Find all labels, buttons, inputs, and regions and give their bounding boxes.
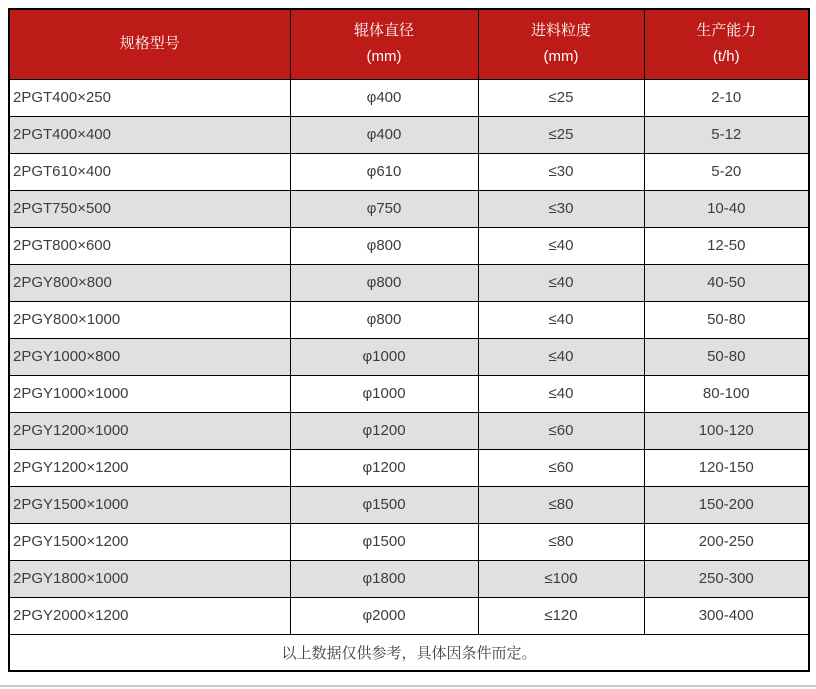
feed-size-cell: ≤30	[478, 190, 644, 227]
model-cell: 2PGT800×600	[9, 227, 290, 264]
feed-size-cell: ≤100	[478, 560, 644, 597]
capacity-cell: 5-12	[644, 116, 809, 153]
diameter-cell: φ750	[290, 190, 478, 227]
column-header-line: 生产能力	[696, 22, 757, 40]
diameter-cell: φ2000	[290, 597, 478, 634]
capacity-cell: 50-80	[644, 338, 809, 375]
model-cell: 2PGY800×800	[9, 264, 290, 301]
capacity-cell: 200-250	[644, 523, 809, 560]
capacity-cell: 250-300	[644, 560, 809, 597]
feed-size-cell: ≤80	[478, 486, 644, 523]
diameter-cell: φ400	[290, 116, 478, 153]
diameter-cell: φ800	[290, 264, 478, 301]
diameter-cell: φ1200	[290, 412, 478, 449]
model-cell: 2PGY1000×800	[9, 338, 290, 375]
feed-size-cell: ≤120	[478, 597, 644, 634]
bottom-shadow-strip	[0, 685, 816, 687]
column-header-line: 进料粒度	[530, 22, 591, 40]
feed-size-cell: ≤60	[478, 449, 644, 486]
diameter-cell: φ1500	[290, 486, 478, 523]
capacity-cell: 120-150	[644, 449, 809, 486]
table-body	[9, 79, 809, 634]
model-cell: 2PGT750×500	[9, 190, 290, 227]
table-row	[9, 227, 809, 264]
footer-note: 以上数据仅供参考，具体因条件而定。	[9, 634, 809, 671]
model-cell: 2PGY1200×1200	[9, 449, 290, 486]
diameter-cell: φ1000	[290, 375, 478, 412]
diameter-cell: φ1500	[290, 523, 478, 560]
capacity-cell: 50-80	[644, 301, 809, 338]
column-header-line: 规格型号	[119, 35, 180, 53]
table-row	[9, 79, 809, 116]
table-row	[9, 301, 809, 338]
table-row	[9, 190, 809, 227]
capacity-cell: 300-400	[644, 597, 809, 634]
feed-size-cell: ≤30	[478, 153, 644, 190]
column-header-diameter	[290, 9, 478, 79]
column-header-line: (mm)	[366, 48, 402, 66]
table-footer-row	[9, 634, 809, 671]
column-header-feed	[478, 9, 644, 79]
feed-size-cell: ≤40	[478, 227, 644, 264]
model-cell: 2PGY1500×1200	[9, 523, 290, 560]
model-cell: 2PGY1500×1000	[9, 486, 290, 523]
feed-size-cell: ≤60	[478, 412, 644, 449]
feed-size-cell: ≤40	[478, 375, 644, 412]
model-cell: 2PGT400×250	[9, 79, 290, 116]
feed-size-cell: ≤80	[478, 523, 644, 560]
spec-table	[8, 8, 810, 672]
table-row	[9, 560, 809, 597]
capacity-cell: 10-40	[644, 190, 809, 227]
table-header-row	[9, 9, 809, 79]
column-header-model	[9, 9, 290, 79]
diameter-cell: φ1000	[290, 338, 478, 375]
column-header-capacity	[644, 9, 809, 79]
diameter-cell: φ1800	[290, 560, 478, 597]
diameter-cell: φ800	[290, 301, 478, 338]
capacity-cell: 12-50	[644, 227, 809, 264]
column-header-line: (t/h)	[712, 48, 740, 66]
diameter-cell: φ800	[290, 227, 478, 264]
feed-size-cell: ≤40	[478, 338, 644, 375]
model-cell: 2PGY1200×1000	[9, 412, 290, 449]
table-row	[9, 116, 809, 153]
model-cell: 2PGY1800×1000	[9, 560, 290, 597]
capacity-cell: 100-120	[644, 412, 809, 449]
table-row	[9, 412, 809, 449]
column-header-line: (mm)	[543, 48, 579, 66]
feed-size-cell: ≤25	[478, 79, 644, 116]
diameter-cell: φ400	[290, 79, 478, 116]
feed-size-cell: ≤40	[478, 301, 644, 338]
model-cell: 2PGY800×1000	[9, 301, 290, 338]
model-cell: 2PGT400×400	[9, 116, 290, 153]
table-row	[9, 375, 809, 412]
diameter-cell: φ610	[290, 153, 478, 190]
table-row	[9, 449, 809, 486]
column-header-line: 辊体直径	[353, 22, 414, 40]
table-row	[9, 264, 809, 301]
table-row	[9, 523, 809, 560]
capacity-cell: 40-50	[644, 264, 809, 301]
feed-size-cell: ≤25	[478, 116, 644, 153]
capacity-cell: 2-10	[644, 79, 809, 116]
diameter-cell: φ1200	[290, 449, 478, 486]
capacity-cell: 5-20	[644, 153, 809, 190]
table-row	[9, 597, 809, 634]
capacity-cell: 150-200	[644, 486, 809, 523]
capacity-cell: 80-100	[644, 375, 809, 412]
model-cell: 2PGY2000×1200	[9, 597, 290, 634]
table-row	[9, 338, 809, 375]
table-row	[9, 153, 809, 190]
model-cell: 2PGY1000×1000	[9, 375, 290, 412]
feed-size-cell: ≤40	[478, 264, 644, 301]
table-row	[9, 486, 809, 523]
model-cell: 2PGT610×400	[9, 153, 290, 190]
